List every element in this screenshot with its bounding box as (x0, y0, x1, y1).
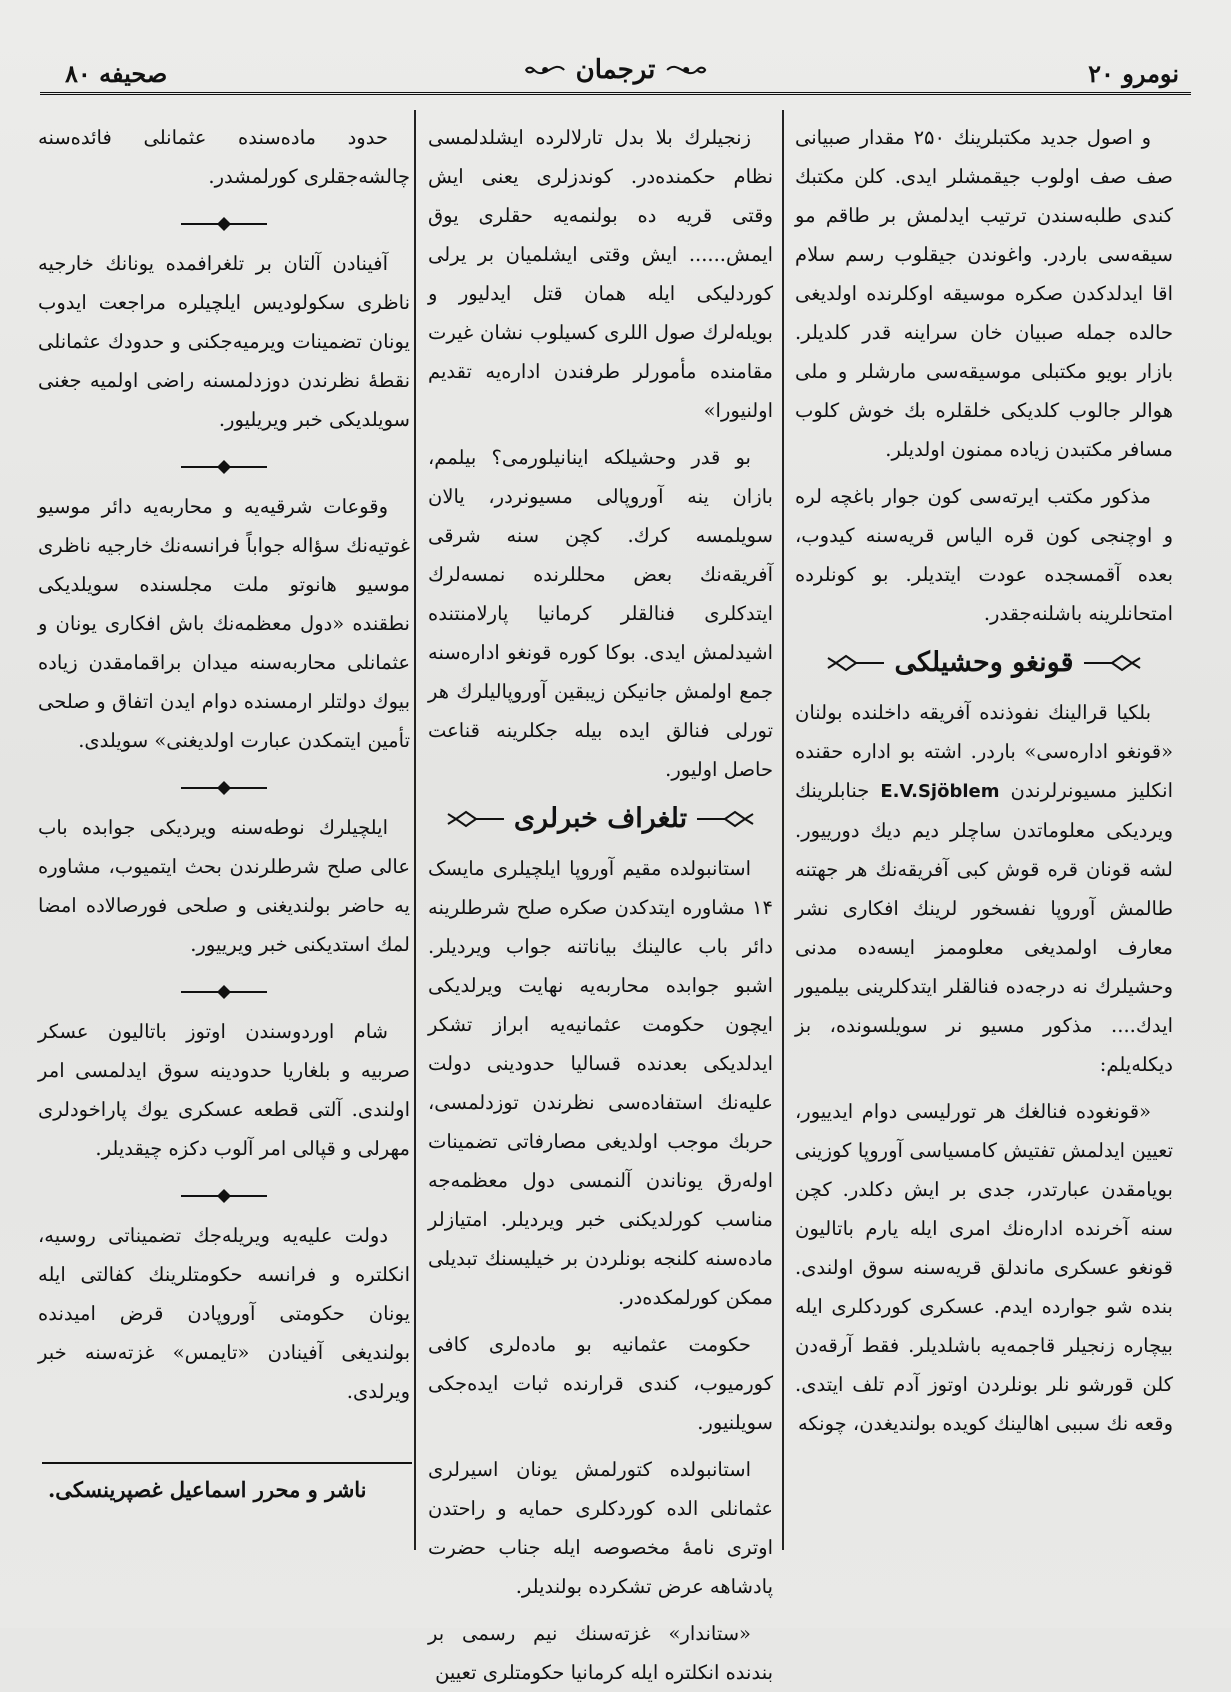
text-run: بلکیا قرالینك نفوذنده آفریقه داخلنده بولنان «قونغو اداره‌سی» باردر. اشته بو اداره حقنده انکلیز مسیونرلرندن (795, 701, 1173, 802)
ornament-left-icon (524, 57, 566, 83)
paragraph: وقوعات شرقیه‌یه و محاربه‌یه دائر موسیو غوتیه‌نك سؤاله جواباً فرانسه‌نك خارجیه ناظری موسیو هانوتو ملت مجلسنده سویلدیکی نطقنده «دول معظمه‌نك باش افکاری یونان و عثمانلی محاربه‌سنه میدان براقمامقدن زیاده بیوك دولتلر ارمسنده دوام ایدن اتفاق و صلحی تأمین ایتمکدن عبارت اولدیغنی» سویلدی. (38, 495, 410, 752)
ornament-right-icon (665, 57, 707, 83)
paragraph: ایلچیلرك نوطه‌سنه ویردیکی جوابده باب عالی صلح شرطلرندن بحث ایتمیوب، مشاوره یه حاضر بولندیغنی و صلحی فورصالاده امضا لمك استدیکنی خبر ویرییور. (38, 816, 410, 956)
separator (38, 204, 410, 244)
text-run: جنابلرینك ویردیکی معلوماتدن ساچلر دیم دیك دورییور. لشه قونان قره قوش کبی آفریقه‌نك هر جهتنه طالمش آوروپا نفسخور لرینك افکاری نشر معارف اولمدیغی معلوممز ایسه‌ده مدنی وحشیلرك نه درجه‌ده فنالقلر ایتدکلرینی بیلمیور ایدك.... مذکور مسیو نر سویلسونده، بز دیکله‌یلم: (795, 779, 1173, 1076)
column-left (38, 118, 410, 1448)
footer-rule (42, 1462, 412, 1464)
publisher-line: ناشر و محرر اسماعیل غصپرینسکی. (48, 1477, 367, 1502)
separator (38, 768, 410, 808)
paragraph: زنجیلرك بلا بدل تارلالرده ایشلدلمسی نظام حکمنده‌در. کوندزلری یعنی ایش وقتی قریه ده بولنمه‌یه حقلری یوق ایمش...... ایش وقتی ایشلمیان بر یرلی کوردلیکی ایله همان قتل ایدلیور و بویله‌لرك صول اللری کسیلوب نشان غیرت مقامنده مأمورلر طرفندن اداره‌یه تقدیم اولنیورا» (428, 126, 773, 422)
separator (38, 972, 410, 1012)
paragraph: آفینادن آلتان بر تلغرافمده یونانك خارجیه ناظری سکولودیس ایلچیلره مراجعت ایدوب یونان تضمینات ویرمیه‌جکنی و حدودك عثمانلی نقطهٔ نظرندن دوزدلمسنه راضی اولمیه جغنی سویلدیکی خبر ویریلیور. (38, 252, 410, 431)
diamond-separator-icon (179, 1188, 269, 1204)
paragraph: دولت علیه‌یه ویریله‌جك تضمیناتی روسیه، انکلتره و فرانسه حکومتلرینك کفالتی ایله یونان حکومتی آوروپادن قرض امیدنده بولندیغی آفینادن «تایمس» غزته‌سنه خبر ویرلدی. (38, 1224, 410, 1403)
page-number: صحیفه ۸۰ (65, 59, 168, 88)
paragraph: شام اوردوسندن اوتوز باتالیون عسکر صربیه و بلغاریا حدودینه سوق ایدلمسی امر اولندی. آلتی قطعه عسکری یوك پاراخودلری مهرلی و قپالی امر آلوب دکزه چیقدیلر. (38, 1020, 410, 1160)
paragraph: حکومت عثمانیه بو ماده‌لری کافی کورمیوب، کندی قرارنده ثبات ایده‌جکی سویلنیور. (428, 1333, 773, 1434)
paragraph: مذکور مکتب ایرته‌سی کون جوار باغچه لره و اوچنجی کون قره الیاس قریه‌سنه کیدوب، بعده آقمسجده عودت ایتدیلر. بو کونلرده امتحانلرینه باشلنه‌جقدر. (795, 485, 1173, 625)
ornament-icon (1082, 653, 1142, 673)
paragraph: حدود ماده‌سنده عثمانلی فائده‌سنه چالشه‌جقلری کورلمشدر. (38, 126, 410, 188)
column-right (795, 118, 1173, 1548)
ornament-icon (695, 809, 755, 829)
separator (38, 1176, 410, 1216)
newspaper-title: ترجمان (575, 55, 656, 85)
section-title: تلغراف خبرلری (513, 803, 688, 834)
issue-number: نومرو ۲۰ (1088, 59, 1179, 88)
column-middle (428, 118, 773, 1684)
ornament-icon (446, 809, 506, 829)
diamond-separator-icon (179, 984, 269, 1000)
paragraph: و اصول جدید مکتبلرینك ۲۵۰ مقدار صبیانی صف صف اولوب جیقمشلر ایدی. کلن مکتبك کندی طلبه‌سندن ترتیب ایدلمش بر طاقم مو سیقه‌سی باردر. واغوندن جیقلوب رسم سلام اقا ایدلدکدن صکره موسیقه اوکلرنده اولدیغی حالده جمله صبیان خان سراینه قدر کلدیلر. بازار بویو مکتبلی موسیقه‌سی مارشلر و ملی هوالر جالوب کلدیکی خلقلره بك خوش کلوب مسافر مکتبدن زیاده ممنون اولدیلر. (795, 126, 1173, 461)
ornament-icon (826, 653, 886, 673)
section-heading (795, 641, 1173, 685)
section-heading (428, 797, 773, 841)
diamond-separator-icon (179, 780, 269, 796)
paragraph: «ستاندار» غزته‌سنك نیم رسمی بر بندنده انکلتره ایله کرمانیا حکومتلری تعیین (428, 1622, 773, 1684)
paragraph: استانبولده مقیم آوروپا ایلچیلری مایسک ۱۴ مشاوره ایتدکدن صکره صلح شرطلرینه دائر باب عالینك بیاناتنه جواب ویردیلر. اشبو جوابده محاربه‌یه نهایت ویرلدیکی ایچون حکومت عثمانیه‌یه ابراز تشکر ایدلدیکی بعدنده قسالیا حدودینی دولت علیه‌نك استفاده‌سی نظرندن توزدلمسی، حربك موجب اولدیغی مصارفاتی تضمینات اوله‌رق یوناندن آلنمسی دول معظمه‌جه مناسب کورلدیکنی خبر ویردیلر. امتیازلر ماده‌سنه کلنجه بونلردن بر خیلیسنك تبدیلی ممکن کورلمکده‌در. (428, 857, 773, 1309)
paragraph (795, 693, 1173, 1084)
paragraph: «قونغوده فنالغك هر تورلیسی دوام ایدییور، تعیین ایدلمش تفتیش کامسیاسی آوروپا کوزینی بویامقدن عبارتدر، جدی بر ایش دکلدر. کچن سنه آخرنده اداره‌نك امری ایله یارم باتالیون قونغو عسکری ماندلق قریه‌سنه سوق اولندی. بنده شو جوارده ایدم. عسکری کوردکلری ایله بیچاره زنجیلر قاجمه‌یه باشلدیلر. فقط آرقه‌دن کلن قورشو نلر بونلردن اوتوز آدم تلف ایتدی. وقعه نك سببی اهالینك کویده بولندیغدن، چونکه (795, 1100, 1173, 1435)
section-title: قونغو وحشیلکی (894, 647, 1074, 678)
masthead (524, 55, 708, 85)
page-header (40, 55, 1191, 105)
publisher-footer (42, 1472, 412, 1508)
paragraph: بو قدر وحشیلکه اینانیلورمی؟ بیلمم، بازان ینه آوروپالی مسیونردر، یالان سویلمسه کرك. کچن سنه شرقی آفریقه‌نك بعض محللرنده نمسه‌لرك ایتدکلری فنالقلر کرمانیا پارلامنتنده اشیدلمش ایدی. بوکا کوره قونغو اداره‌سنه جمع اولمش جانیکن زیبقین آوروپالیلرك هر تورلی فنالق ایده بیله جکلرینه قناعت حاصل اولیور. (428, 446, 773, 781)
column-divider (782, 110, 784, 1550)
separator (38, 447, 410, 487)
header-rule (40, 92, 1191, 95)
diamond-separator-icon (179, 216, 269, 232)
diamond-separator-icon (179, 459, 269, 475)
author-name: E.V.Sjöblem (880, 781, 1000, 802)
column-divider (414, 110, 416, 1550)
paragraph: استانبولده کتورلمش یونان اسیرلری عثمانلی الده کوردکلری حمایه و راحتدن اوتری نامهٔ مخصوصه ایله جناب حضرت پادشاهه عرض تشکرده بولندیلر. (428, 1458, 773, 1598)
